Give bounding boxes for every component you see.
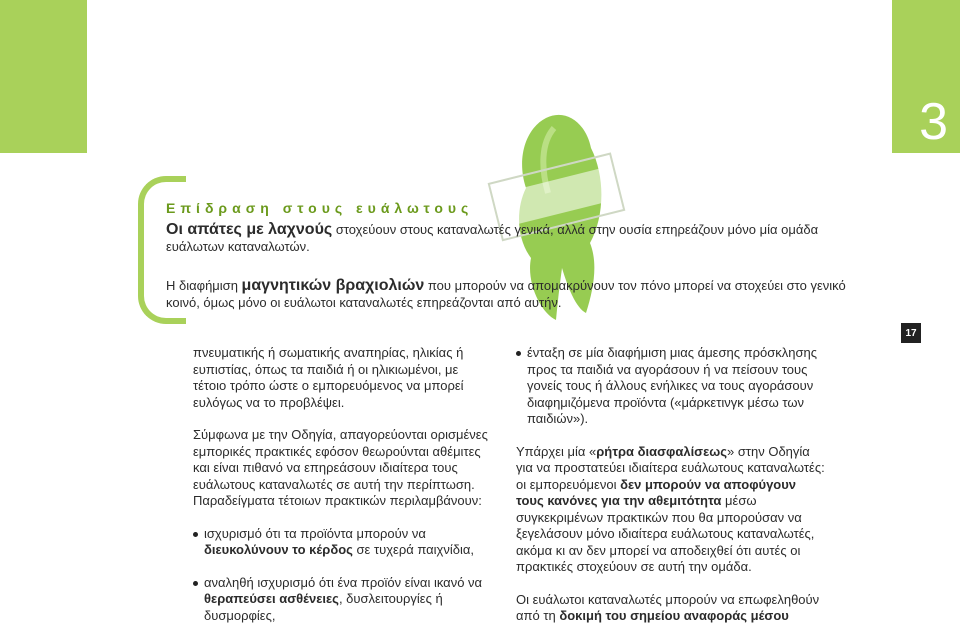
body-emphasis: ρήτρα διασφαλίσεως (596, 443, 727, 459)
bullet-item (193, 526, 493, 559)
body-text: Οι ευάλωτοι καταναλωτές μπορούν να επωφεληθούν από τη (516, 591, 820, 623)
intro-box (166, 200, 866, 311)
left-paragraph-2: Σύμφωνα με την Οδηγία, απαγορεύονται ορισμένες εμπορικές πρακτικές εφόσον θεωρούνται αθέμιτες και είναι πιθανό να επηρεάσουν ιδιαίτερα τους ευάλωτους καταναλωτές σε αυτή την περίπτωση. Παραδείγματα τέτοιων πρακτικών περιλαμβάνουν: (193, 427, 488, 508)
body-text: » στην Οδηγία για να προστατεύει ιδιαίτερα ευάλωτους καταναλωτές: οι εμπορευόμενοι (516, 443, 825, 492)
left-column (193, 345, 493, 640)
intro-lead-emphasis: Οι απάτες με λαχνούς (166, 221, 333, 238)
body-emphasis: δεν μπορούν να αποφύγουν τους κανόνες για την αθεμιτότητα (516, 476, 797, 508)
intro-paragraph-1 (166, 221, 866, 255)
bullet-text: ισχυρισμό ότι τα προϊόντα μπορούν να (204, 525, 426, 541)
chapter-number: 3 (919, 93, 948, 151)
left-paragraph-1: πνευματικής ή σωματικής αναπηρίας, ηλικίας ή ευπιστίας, όπως τα παιδιά ή οι ηλικιωμένοι, με τέτοιο τρόπο ώστε ο εμπορευόμενος να μπορεί ευλόγως να το προβλέψει. (193, 345, 464, 410)
section-heading: Επίδραση στους ευάλωτους (166, 200, 474, 216)
bullet-emphasis: διευκολύνουν το κέρδος (204, 542, 353, 557)
intro-emphasis: μαγνητικών βραχιολιών (241, 277, 425, 294)
green-corner-block-right (892, 0, 960, 153)
bullet-text: αναληθή ισχυρισμό ότι ένα προϊόν είναι ικανό να (204, 574, 483, 590)
body-text: Υπάρχει μία « (516, 443, 597, 459)
page-number: 17 (901, 323, 921, 343)
bullet-item (193, 575, 493, 625)
bullet-text: σε τυχερά παιχνίδια, (352, 542, 474, 557)
right-paragraph-2 (516, 592, 826, 625)
green-corner-block-left (0, 0, 87, 153)
intro-text: που μπορούν να απομακρύνουν τον πόνο μπορεί να στοχεύει στο γενικό κοινό, όμως μόνο οι ευάλωτοι καταναλωτές επηρεάζονται από αυτήν. (166, 278, 846, 310)
bullet-emphasis: θεραπεύσει ασθένειες (204, 591, 339, 606)
bullet-item: ένταξη σε μία διαφήμιση μιας άμεσης πρόσκλησης προς τα παιδιά να αγοράσουν ή να πείσουν τους γονείς τους ή άλλους ενήλικες να τους αγοράσουν διαφημιζόμενα προϊόντα («μάρκετινγκ μέσω των παιδιών»). (516, 345, 826, 428)
right-paragraph-1 (516, 444, 826, 576)
bullet-text: , δυσλειτουργίες ή δυσμορφίες, (204, 591, 443, 623)
body-emphasis: δοκιμή του σημείου αναφοράς μέσου (559, 608, 789, 623)
body-text: μέσω συγκεκριμένων πρακτικών που θα μπορούσαν να ξεγελάσουν μόνο ιδιαίτερα ευάλωτους καταναλωτές, ακόμα κι αν δεν μπορεί να αποδειχθεί ότι αυτές οι πρακτικές στοχεύουν σε αυτή την ομάδα. (516, 493, 815, 574)
right-column (516, 345, 826, 641)
intro-text: Η διαφήμιση (166, 278, 242, 293)
intro-text: στοχεύουν στους καταναλωτές γενικά, αλλά στην ουσία επηρεάζουν μόνο μία ομάδα ευάλωτων καταναλωτών. (166, 222, 819, 254)
intro-paragraph-2 (166, 277, 866, 311)
